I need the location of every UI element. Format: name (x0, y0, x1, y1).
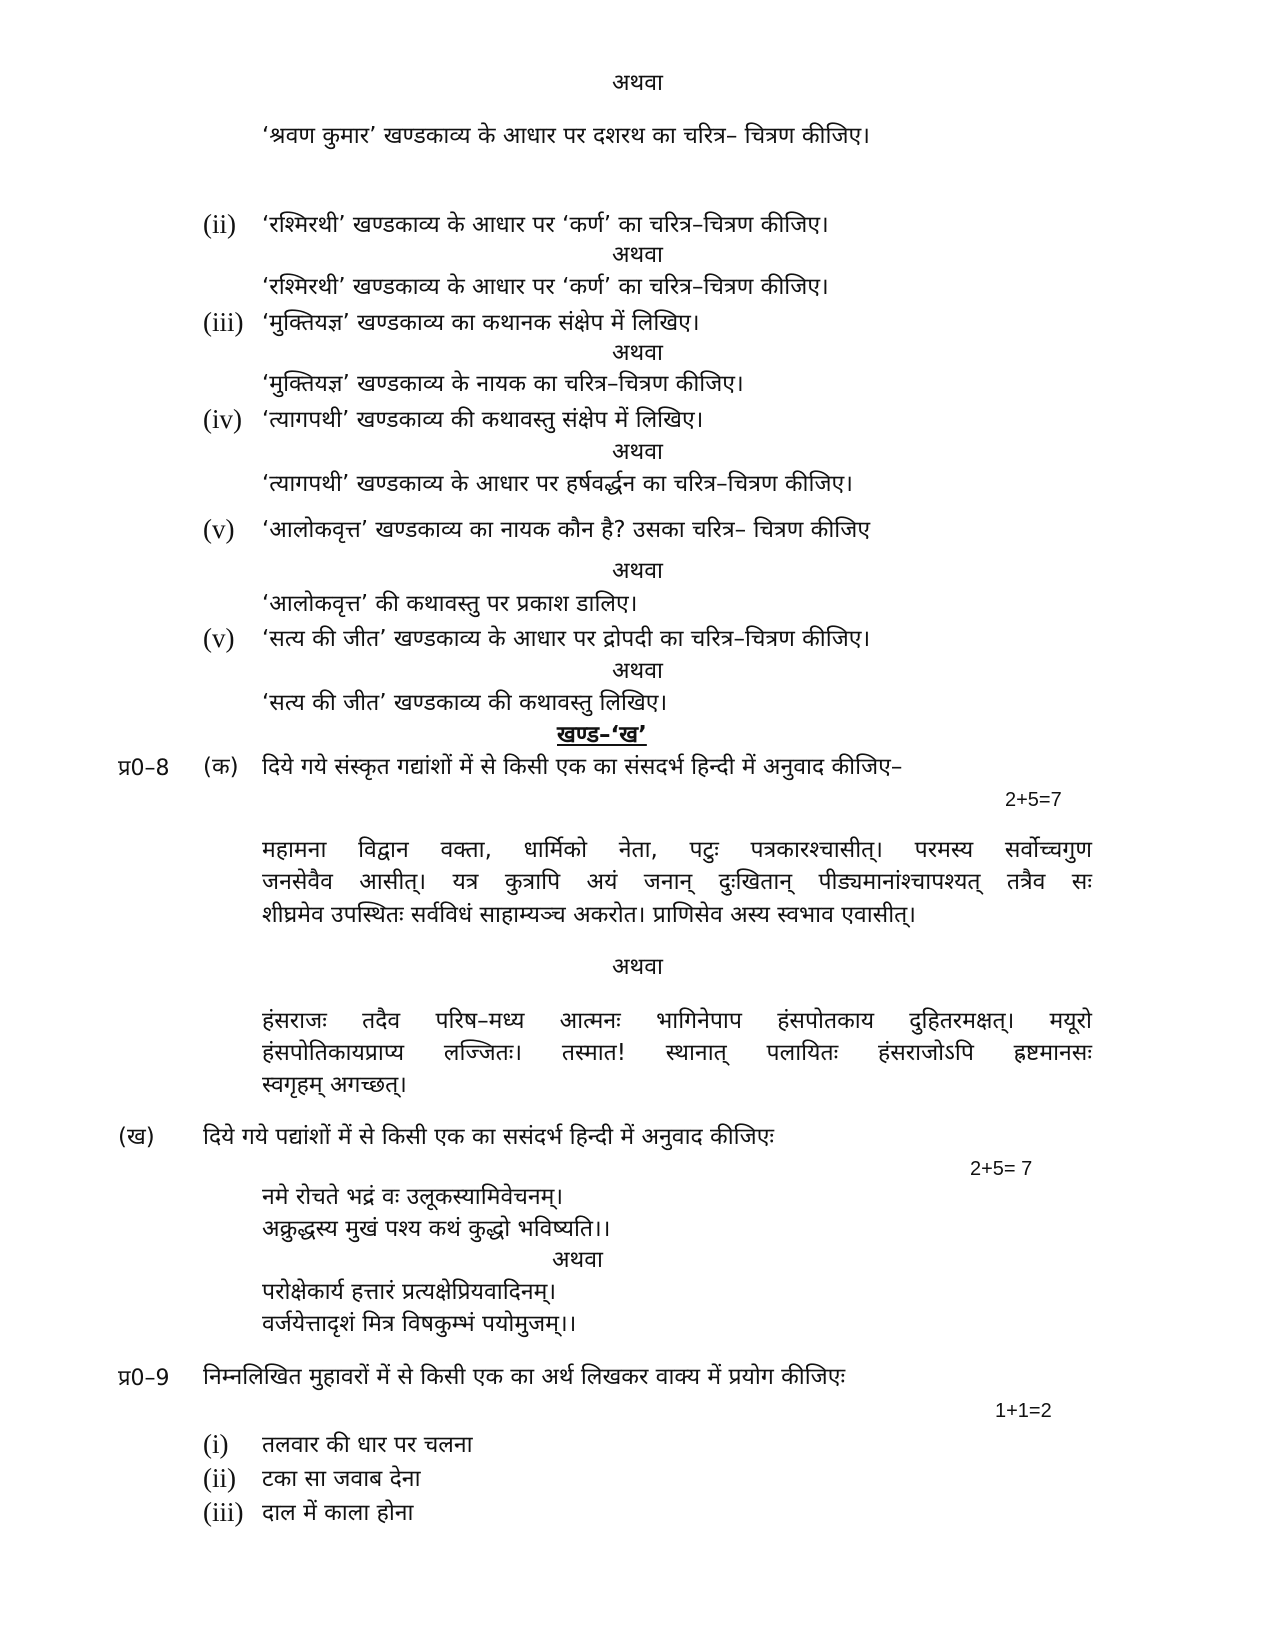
question-text: ‘आलोकवृत्त’ खण्डकाव्य का नायक कौन है? उसका चरित्र– चित्रण कीजिए (262, 517, 871, 543)
or-label: अथवा (611, 658, 663, 684)
or-label: अथवा (611, 70, 663, 96)
alt-question: ‘मुक्तियज्ञ’ खण्डकाव्य के नायक का चरित्र–चित्रण कीजिए। (262, 371, 744, 397)
item-number: (i) (203, 1429, 229, 1459)
or-label: अथवा (611, 242, 663, 268)
or-label: अथवा (611, 954, 663, 980)
item-number: (ii) (203, 1463, 236, 1493)
part-instruction: दिये गये पद्यांशों में से किसी एक का ससंदर्भ हिन्दी में अनुवाद कीजिएः (203, 1124, 775, 1150)
question-text: ‘सत्य की जीत’ खण्डकाव्य के आधार पर द्रोपदी का चरित्र–चित्रण कीजिए। (262, 626, 871, 652)
marks: 2+5=7 (1005, 789, 1062, 811)
prose-line: हंसराजः तदैव परिष–मध्य आत्मनः भागिनेपाप हंसपोतकाय दुहितरमक्षत्। मयूरो (262, 1008, 1092, 1034)
verse-line: परोक्षेकार्य हत्तारं प्रत्यक्षेप्रियवादिनम्। (262, 1279, 557, 1305)
alt-question: ‘श्रवण कुमार’ खण्डकाव्य के आधार पर दशरथ का चरित्र– चित्रण कीजिए। (262, 123, 870, 149)
item-number: (v) (203, 623, 235, 653)
question-text: ‘रश्मिरथी’ खण्डकाव्य के आधार पर ‘कर्ण’ का चरित्र–चित्रण कीजिए। (262, 212, 829, 238)
alt-question: ‘रश्मिरथी’ खण्डकाव्य के आधार पर ‘कर्ण’ का चरित्र–चित्रण कीजिए। (262, 274, 829, 300)
or-label: अथवा (611, 439, 663, 465)
prose-line: शीघ्रमेव उपस्थितः सर्वविधं साहाम्यञ्च अकरोत। प्राणिसेव अस्य स्वभाव एवासीत्। (262, 902, 917, 928)
verse-line: वर्जयेत्तादृशं मित्र विषकुम्भं पयोमुजम्।। (262, 1311, 577, 1337)
prose-line: हंसपोतिकायप्राप्य लज्जितः। तस्मात! स्थानात् पलायितः हंसराजोऽपि ह्रष्टमानसः (262, 1040, 1092, 1066)
prose-line: महामना विद्वान वक्ता, धार्मिको नेता, पटुः पत्रकारश्चासीत्। परमस्य सर्वोच्चगुण (262, 837, 1092, 863)
question-text: ‘मुक्तियज्ञ’ खण्डकाव्य का कथानक संक्षेप में लिखिए। (262, 310, 700, 336)
part-instruction: दिये गये संस्कृत गद्यांशों में से किसी एक का संसदर्भ हिन्दी में अनुवाद कीजिए– (262, 754, 903, 780)
part-label: (क) (203, 754, 239, 780)
question-text: ‘त्यागपथी’ खण्डकाव्य की कथावस्तु संक्षेप में लिखिए। (262, 407, 704, 433)
item-number: (iii) (203, 307, 244, 337)
verse-line: अक्रुद्धस्य मुखं पश्य कथं कुद्धो भविष्यति।। (262, 1216, 611, 1242)
idiom-text: तलवार की धार पर चलना (262, 1432, 473, 1458)
part-label: (ख) (118, 1124, 155, 1150)
prose-line: जनसेवैव आसीत्। यत्र कुत्रापि अयं जनान् दुःखितान् पीड्यमानांश्चापश्यत् तत्रैव सः (262, 869, 1092, 895)
marks: 2+5= 7 (970, 1158, 1033, 1180)
item-number: (v) (203, 514, 235, 544)
question-text: निम्नलिखित मुहावरों में से किसी एक का अर्थ लिखकर वाक्य में प्रयोग कीजिएः (203, 1364, 846, 1390)
alt-question: ‘सत्य की जीत’ खण्डकाव्य की कथावस्तु लिखिए। (262, 690, 668, 716)
prose-line: स्वगृहम् अगच्छत्। (262, 1072, 407, 1098)
question-label: प्र0–8 (118, 756, 170, 781)
or-label: अथवा (611, 558, 663, 584)
question-label: प्र0–9 (118, 1366, 170, 1391)
or-label: अथवा (611, 340, 663, 366)
section-heading: खण्ड–‘ख’ (557, 722, 647, 748)
item-number: (iv) (203, 404, 242, 434)
item-number: (iii) (203, 1497, 244, 1527)
alt-question: ‘आलोकवृत्त’ की कथावस्तु पर प्रकाश डालिए। (262, 591, 638, 617)
or-label: अथवा (551, 1247, 603, 1273)
item-number: (ii) (203, 209, 236, 239)
verse-line: नमे रोचते भद्रं वः उलूकस्यामिवेचनम्। (262, 1184, 564, 1210)
alt-question: ‘त्यागपथी’ खण्डकाव्य के आधार पर हर्षवर्द्धन का चरित्र–चित्रण कीजिए। (262, 471, 853, 497)
idiom-text: दाल में काला होना (262, 1500, 414, 1526)
idiom-text: टका सा जवाब देना (262, 1466, 421, 1492)
marks: 1+1=2 (995, 1400, 1052, 1422)
